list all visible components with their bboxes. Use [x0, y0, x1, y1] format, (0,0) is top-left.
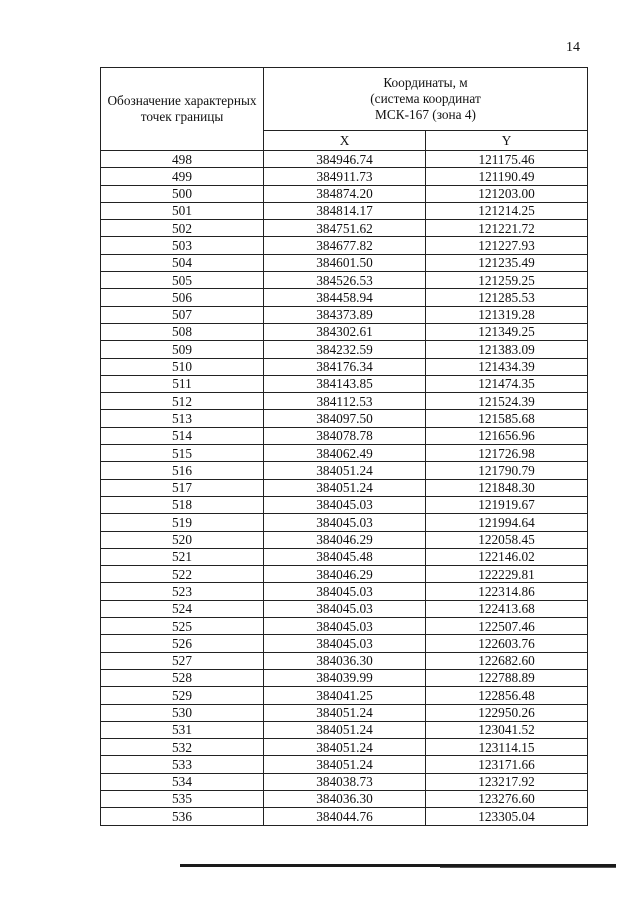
- point-id-cell: 532: [101, 739, 264, 756]
- table-row: [101, 151, 588, 168]
- y-coordinate-cell: 122682.60: [426, 652, 588, 669]
- y-coordinate-cell: 121319.28: [426, 306, 588, 323]
- table-row: [101, 808, 588, 825]
- table-row: [101, 479, 588, 496]
- table-row: [101, 341, 588, 358]
- point-id-cell: 500: [101, 185, 264, 202]
- y-coordinate-cell: 121235.49: [426, 254, 588, 271]
- x-coordinate-cell: 384036.30: [264, 652, 426, 669]
- table-row: [101, 721, 588, 738]
- y-coordinate-cell: 121190.49: [426, 168, 588, 185]
- x-coordinate-cell: 384751.62: [264, 220, 426, 237]
- point-id-cell: 511: [101, 375, 264, 392]
- table-row: [101, 220, 588, 237]
- y-coordinate-cell: 121585.68: [426, 410, 588, 427]
- header-coordinates: [264, 68, 588, 131]
- table-row: [101, 410, 588, 427]
- table-row: [101, 704, 588, 721]
- point-id-cell: 502: [101, 220, 264, 237]
- table-row: [101, 773, 588, 790]
- table-row: [101, 462, 588, 479]
- table-body: [101, 151, 588, 826]
- x-coordinate-cell: 384036.30: [264, 790, 426, 807]
- point-id-cell: 503: [101, 237, 264, 254]
- point-id-cell: 523: [101, 583, 264, 600]
- point-id-cell: 526: [101, 635, 264, 652]
- y-coordinate-cell: 121285.53: [426, 289, 588, 306]
- x-coordinate-cell: 384458.94: [264, 289, 426, 306]
- y-coordinate-cell: 121919.67: [426, 496, 588, 513]
- table-row: [101, 323, 588, 340]
- table-row: [101, 202, 588, 219]
- header-coordinates-line1: Координаты, м: [383, 75, 468, 91]
- point-id-cell: 522: [101, 566, 264, 583]
- table-row: [101, 600, 588, 617]
- point-id-cell: 513: [101, 410, 264, 427]
- x-coordinate-cell: 384039.99: [264, 669, 426, 686]
- header-x: X: [264, 130, 426, 150]
- table-row: [101, 272, 588, 289]
- point-id-cell: 534: [101, 773, 264, 790]
- table-row: [101, 583, 588, 600]
- y-coordinate-cell: 122058.45: [426, 531, 588, 548]
- y-coordinate-cell: 123276.60: [426, 790, 588, 807]
- y-coordinate-cell: 121175.46: [426, 151, 588, 168]
- y-coordinate-cell: 122950.26: [426, 704, 588, 721]
- x-coordinate-cell: 384051.24: [264, 756, 426, 773]
- x-coordinate-cell: 384078.78: [264, 427, 426, 444]
- header-y: Y: [426, 130, 588, 150]
- y-coordinate-cell: 122146.02: [426, 548, 588, 565]
- point-id-cell: 535: [101, 790, 264, 807]
- table-row: [101, 548, 588, 565]
- point-id-cell: 518: [101, 496, 264, 513]
- table-row: [101, 514, 588, 531]
- y-coordinate-cell: 121221.72: [426, 220, 588, 237]
- y-coordinate-cell: 122856.48: [426, 687, 588, 704]
- x-coordinate-cell: 384232.59: [264, 341, 426, 358]
- point-id-cell: 508: [101, 323, 264, 340]
- y-coordinate-cell: 121726.98: [426, 445, 588, 462]
- y-coordinate-cell: 121349.25: [426, 323, 588, 340]
- x-coordinate-cell: 384045.48: [264, 548, 426, 565]
- table-row: [101, 393, 588, 410]
- y-coordinate-cell: 122229.81: [426, 566, 588, 583]
- y-coordinate-cell: 123217.92: [426, 773, 588, 790]
- header-boundary-points: Обозначение характерных точек границы: [101, 68, 264, 151]
- point-id-cell: 505: [101, 272, 264, 289]
- y-coordinate-cell: 121656.96: [426, 427, 588, 444]
- y-coordinate-cell: 121203.00: [426, 185, 588, 202]
- y-coordinate-cell: 122413.68: [426, 600, 588, 617]
- x-coordinate-cell: 384045.03: [264, 496, 426, 513]
- table-row: [101, 687, 588, 704]
- header-coordinates-line3: МСК-167 (зона 4): [375, 106, 476, 122]
- x-coordinate-cell: 384176.34: [264, 358, 426, 375]
- x-coordinate-cell: 384373.89: [264, 306, 426, 323]
- point-id-cell: 517: [101, 479, 264, 496]
- point-id-cell: 536: [101, 808, 264, 825]
- point-id-cell: 515: [101, 445, 264, 462]
- table-row: [101, 237, 588, 254]
- x-coordinate-cell: 384051.24: [264, 739, 426, 756]
- point-id-cell: 529: [101, 687, 264, 704]
- x-coordinate-cell: 384046.29: [264, 566, 426, 583]
- point-id-cell: 510: [101, 358, 264, 375]
- point-id-cell: 525: [101, 618, 264, 635]
- y-coordinate-cell: 121434.39: [426, 358, 588, 375]
- y-coordinate-cell: 122788.89: [426, 669, 588, 686]
- point-id-cell: 498: [101, 151, 264, 168]
- y-coordinate-cell: 121524.39: [426, 393, 588, 410]
- table-row: [101, 496, 588, 513]
- x-coordinate-cell: 384911.73: [264, 168, 426, 185]
- point-id-cell: 504: [101, 254, 264, 271]
- point-id-cell: 531: [101, 721, 264, 738]
- point-id-cell: 528: [101, 669, 264, 686]
- coordinates-table: [100, 67, 588, 826]
- page-number: 14: [566, 40, 580, 55]
- x-coordinate-cell: 384045.03: [264, 635, 426, 652]
- footer-rule-thin: [440, 867, 616, 868]
- y-coordinate-cell: 122603.76: [426, 635, 588, 652]
- table-row: [101, 756, 588, 773]
- y-coordinate-cell: 121848.30: [426, 479, 588, 496]
- x-coordinate-cell: 384814.17: [264, 202, 426, 219]
- table-row: [101, 289, 588, 306]
- point-id-cell: 499: [101, 168, 264, 185]
- x-coordinate-cell: 384051.24: [264, 704, 426, 721]
- x-coordinate-cell: 384062.49: [264, 445, 426, 462]
- point-id-cell: 509: [101, 341, 264, 358]
- point-id-cell: 520: [101, 531, 264, 548]
- point-id-cell: 506: [101, 289, 264, 306]
- header-coordinates-line2: (система координат: [370, 90, 481, 106]
- point-id-cell: 524: [101, 600, 264, 617]
- table-row: [101, 185, 588, 202]
- y-coordinate-cell: 121474.35: [426, 375, 588, 392]
- point-id-cell: 501: [101, 202, 264, 219]
- table-row: [101, 790, 588, 807]
- x-coordinate-cell: 384041.25: [264, 687, 426, 704]
- table-row: [101, 618, 588, 635]
- y-coordinate-cell: 122507.46: [426, 618, 588, 635]
- point-id-cell: 512: [101, 393, 264, 410]
- x-coordinate-cell: 384601.50: [264, 254, 426, 271]
- point-id-cell: 519: [101, 514, 264, 531]
- point-id-cell: 507: [101, 306, 264, 323]
- point-id-cell: 530: [101, 704, 264, 721]
- table-row: [101, 375, 588, 392]
- x-coordinate-cell: 384051.24: [264, 479, 426, 496]
- table-row: [101, 445, 588, 462]
- y-coordinate-cell: 121383.09: [426, 341, 588, 358]
- y-coordinate-cell: 122314.86: [426, 583, 588, 600]
- x-coordinate-cell: 384045.03: [264, 514, 426, 531]
- point-id-cell: 533: [101, 756, 264, 773]
- table-row: [101, 531, 588, 548]
- x-coordinate-cell: 384044.76: [264, 808, 426, 825]
- y-coordinate-cell: 121214.25: [426, 202, 588, 219]
- x-coordinate-cell: 384038.73: [264, 773, 426, 790]
- x-coordinate-cell: 384051.24: [264, 721, 426, 738]
- table-row: [101, 168, 588, 185]
- point-id-cell: 514: [101, 427, 264, 444]
- table-row: [101, 669, 588, 686]
- y-coordinate-cell: 123305.04: [426, 808, 588, 825]
- y-coordinate-cell: 121790.79: [426, 462, 588, 479]
- x-coordinate-cell: 384526.53: [264, 272, 426, 289]
- point-id-cell: 516: [101, 462, 264, 479]
- table-row: [101, 652, 588, 669]
- table-row: [101, 635, 588, 652]
- x-coordinate-cell: 384143.85: [264, 375, 426, 392]
- x-coordinate-cell: 384045.03: [264, 618, 426, 635]
- table-row: [101, 358, 588, 375]
- x-coordinate-cell: 384677.82: [264, 237, 426, 254]
- table-row: [101, 739, 588, 756]
- y-coordinate-cell: 121994.64: [426, 514, 588, 531]
- y-coordinate-cell: 123041.52: [426, 721, 588, 738]
- x-coordinate-cell: 384045.03: [264, 583, 426, 600]
- y-coordinate-cell: 121227.93: [426, 237, 588, 254]
- point-id-cell: 527: [101, 652, 264, 669]
- table-row: [101, 306, 588, 323]
- x-coordinate-cell: 384302.61: [264, 323, 426, 340]
- x-coordinate-cell: 384097.50: [264, 410, 426, 427]
- y-coordinate-cell: 121259.25: [426, 272, 588, 289]
- x-coordinate-cell: 384112.53: [264, 393, 426, 410]
- x-coordinate-cell: 384045.03: [264, 600, 426, 617]
- table-row: [101, 254, 588, 271]
- x-coordinate-cell: 384046.29: [264, 531, 426, 548]
- point-id-cell: 521: [101, 548, 264, 565]
- x-coordinate-cell: 384051.24: [264, 462, 426, 479]
- table-row: [101, 427, 588, 444]
- y-coordinate-cell: 123114.15: [426, 739, 588, 756]
- table-row: [101, 566, 588, 583]
- y-coordinate-cell: 123171.66: [426, 756, 588, 773]
- x-coordinate-cell: 384946.74: [264, 151, 426, 168]
- x-coordinate-cell: 384874.20: [264, 185, 426, 202]
